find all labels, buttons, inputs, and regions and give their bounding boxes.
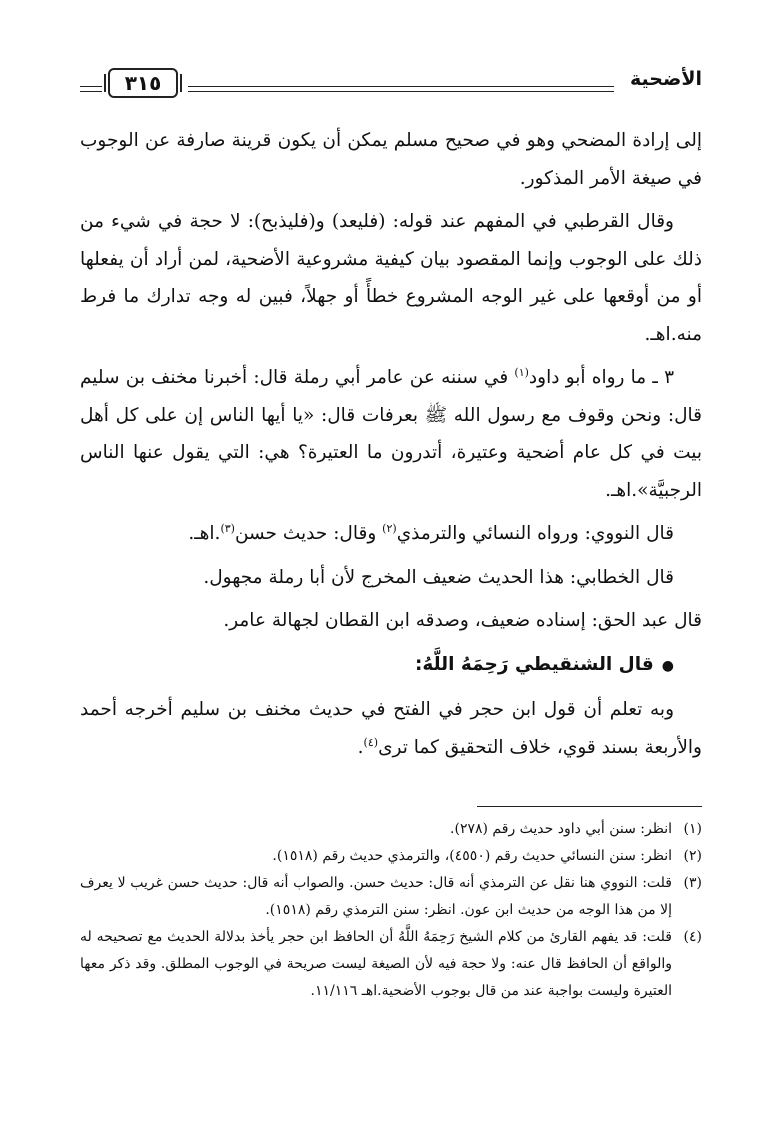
- paragraph-3: [80, 359, 702, 509]
- header-rule-left: [80, 86, 102, 87]
- heading-text: قال الشنقيطي رَحِمَهُ اللَّهُ:: [415, 653, 654, 675]
- footnote-number: (٤): [683, 929, 702, 945]
- footnote-text: قلت: النووي هنا نقل عن الترمذي أنه قال: حديث حسن. والصواب أنه قال: حديث حسن غريب لا يعرف إلا من هذا الوجه من حديث ابن عون. انظر: سنن الترمذي رقم (١٥١٨).: [80, 875, 672, 918]
- paragraph-final: [80, 691, 702, 766]
- footnote-number: (١): [683, 821, 702, 837]
- paragraph-abdulhaq: قال عبد الحق: إسناده ضعيف، وصدقه ابن القطان لجهالة عامر.: [223, 610, 702, 631]
- footnote-number: (٣): [683, 875, 702, 891]
- final-end: .: [357, 736, 364, 758]
- nawawi-b: وقال: حديث حسن: [234, 523, 383, 544]
- section-heading: [80, 646, 702, 686]
- footnote-item: [80, 924, 702, 1005]
- paragraph-1: إلى إرادة المضحي وهو في صحيح مسلم يمكن أن يكون قرينة صارفة عن الوجوب في صيغة الأمر المذكور.: [80, 130, 702, 189]
- footnote-item: [80, 816, 702, 843]
- chapter-title: الأضحية: [630, 68, 702, 90]
- footnote-number: (٢): [683, 848, 702, 864]
- page-number: ٣١٥: [108, 68, 178, 98]
- footnote-item: [80, 870, 702, 924]
- nawawi-c: .اهـ.: [188, 523, 221, 544]
- footnote-ref-4[interactable]: (٤): [363, 735, 379, 749]
- footnote-ref-3[interactable]: (٣): [220, 521, 235, 535]
- paragraph-nawawi: [80, 515, 702, 553]
- bullet-icon: ●: [661, 657, 674, 674]
- footnote-divider: [477, 806, 702, 807]
- paragraph-2: وقال القرطبي في المفهم عند قوله: (فليعد) و(فليذبح): لا حجة في شيء من ذلك على الوجوب وإنما المقصود بيان كيفية مشروعية الأضحية، لمن أراد أن يفعلها أو من أوقعها على غير الوجه المشروع خطأً أو جهلاً، فبين له وجه تدارك ما فرط منه.اهـ.: [80, 211, 702, 345]
- header-rule-left-lower: [80, 91, 102, 92]
- footnotes: [80, 816, 702, 1005]
- footnote-ref-2[interactable]: (٢): [382, 521, 397, 535]
- paragraph-khattabi: قال الخطابي: هذا الحديث ضعيف المخرج لأن أبا رملة مجهول.: [203, 566, 674, 588]
- footnote-text: انظر: سنن أبي داود حديث رقم (٢٧٨).: [450, 821, 672, 837]
- item3-lead: ٣ ـ ما رواه أبو داود: [528, 367, 675, 388]
- header-rule-right-lower: [188, 91, 614, 92]
- page-header: [80, 66, 702, 104]
- footnote-text: قلت: قد يفهم القارئ من كلام الشيخ رَحِمَهُ اللَّهُ أن الحافظ ابن حجر يأخذ بدلالة الحديث مع تصحيحه له والواقع أن الحافظ قال عنه: ولا حجة فيه لأن الصيغة ليست صريحة في الوجوب المطلق. وقد ذكر معها العتيرة وليست بواجبة عند من قال بوجوب الأضحية.اهـ ١١/١١٦.: [80, 929, 672, 999]
- nawawi-a: قال النووي: ورواه النسائي والترمذي: [396, 523, 674, 544]
- header-rule-right: [188, 86, 614, 87]
- main-text: [80, 122, 702, 772]
- footnote-ref-1[interactable]: (١): [514, 365, 529, 379]
- item3-rest: في سننه عن عامر أبي رملة قال: أخبرنا مخنف بن سليم قال: ونحن وقوف مع رسول الله ﷺ بعرفات قال: «يا أيها الناس إن على كل أهل بيت في كل عام أضحية وعتيرة، أتدرون ما العتيرة؟ هي: التي يقول عنها الناس الرجبيَّة».اهـ.: [80, 367, 702, 501]
- footnote-text: انظر: سنن النسائي حديث رقم (٤٥٥٠)، والترمذي حديث رقم (١٥١٨).: [272, 848, 672, 864]
- final-text: وبه تعلم أن قول ابن حجر في الفتح في حديث مخنف بن سليم أخرجه أحمد والأربعة بسند قوي، خلاف التحقيق كما ترى: [80, 699, 702, 758]
- footnote-item: [80, 843, 702, 870]
